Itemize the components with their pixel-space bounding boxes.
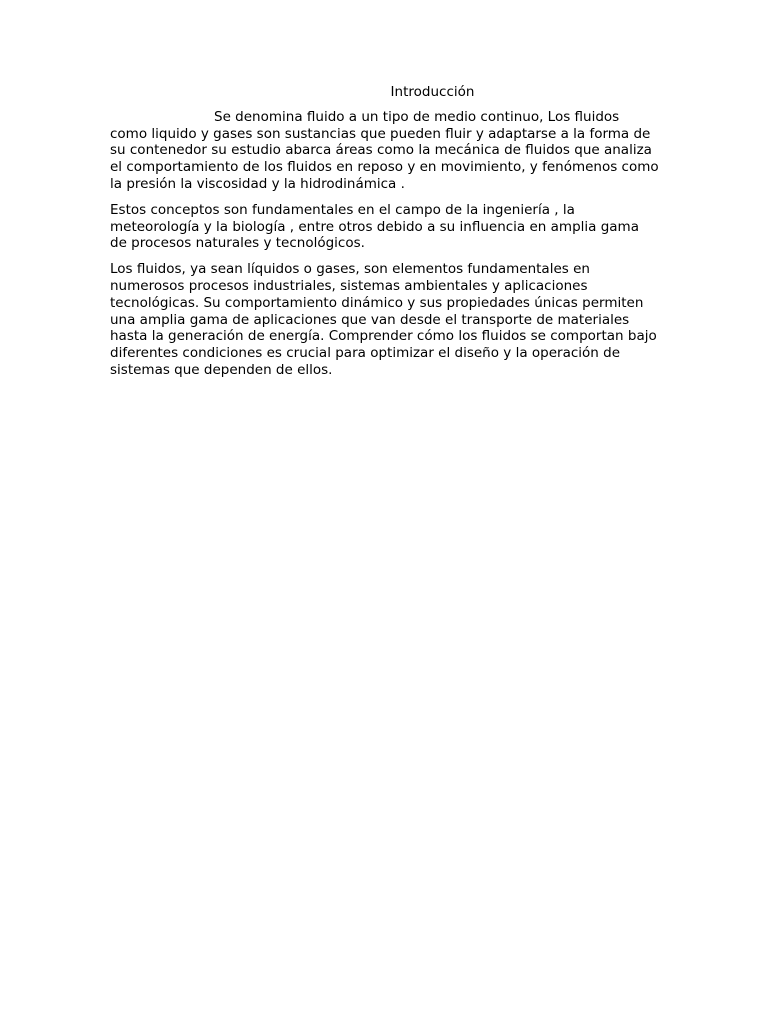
paragraph-1: Se denomina fluido a un tipo de medio continuo, Los fluidos como liquido y gases son sustancias que pueden fluir y adaptarse a la forma de su contenedor su estudio abarca áreas como la mecánica de fluidos que analiza el comportamiento de los fluidos en reposo y en movimiento, y fenómenos como la presión la viscosidad y la hidrodinámica .	[110, 108, 659, 192]
document-body	[110, 84, 660, 388]
paragraph-2: Estos conceptos son fundamentales en el campo de la ingeniería , la meteorología y la biología , entre otros debido a su influencia en amplia gama de procesos naturales y tecnológicos.	[110, 201, 639, 252]
paragraph-3: Los fluidos, ya sean líquidos o gases, son elementos fundamentales en numerosos procesos industriales, sistemas ambientales y aplicaciones tecnológicas. Su comportamiento dinámico y sus propiedades únicas permiten una amplia gama de aplicaciones que van desde el transporte de materiales hasta la generación de energía. Comprender cómo los fluidos se comportan bajo diferentes condiciones es crucial para optimizar el diseño y la operación de sistemas que dependen de ellos.	[110, 261, 657, 378]
page-title: Introducción	[390, 84, 475, 100]
